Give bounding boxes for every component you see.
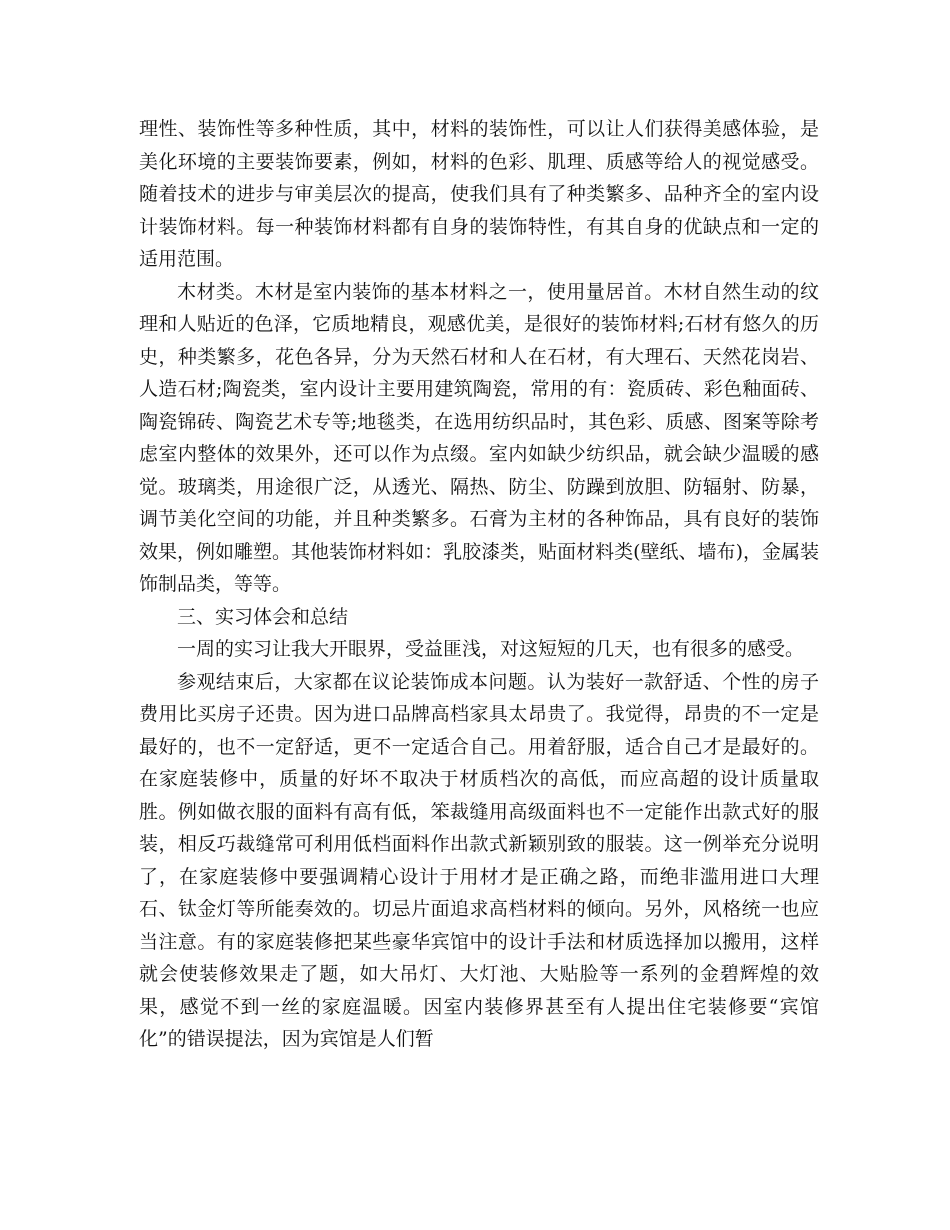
paragraph-materials-intro: 理性、装饰性等多种性质，其中，材料的装饰性，可以让人们获得美感体验，是美化环境的主要装饰要素，例如，材料的色彩、肌理、质感等给人的视觉感受。随着技术的进步与审美层次的提高，使我们具有了种类繁多、品种齐全的室内设计装饰材料。每一种装饰材料都有自身的装饰特性，有其自身的优缺点和一定的适用范围。 [139, 118, 819, 270]
section-heading-summary: 三、实习体会和总结 [177, 605, 349, 628]
paragraph-decoration-cost: 参观结束后，大家都在议论装饰成本问题。认为装好一款舒适、个性的房子费用比买房子还贵。因为进口品牌高档家具太昂贵了。我觉得，昂贵的不一定是最好的，也不一定舒适，更不一定适合自己。用着舒服，适合自己才是最好的。在家庭装修中，质量的好坏不取决于材质档次的高低，而应高超的设计质量取胜。例如做衣服的面料有高有低，笨裁缝用高级面料也不一定能作出款式好的服装，相反巧裁缝常可利用低档面料作出款式新颖别致的服装。这一例举充分说明了，在家庭装修中要强调精心设计于用材才是正确之路，而绝非滥用进口大理石、钛金灯等所能奏效的。切忌片面追求高档材料的倾向。另外，风格统一也应当注意。有的家庭装修把某些豪华宾馆中的设计手法和材质选择加以搬用，这样就会使装修效果走了题，如大吊灯、大灯池、大贴脸等一系列的金碧辉煌的效果，感觉不到一丝的家庭温暖。因室内装修界甚至有人提出住宅装修要“宾馆化”的错误提法，因为宾馆是人们暂 [139, 670, 819, 1050]
document-body [139, 113, 819, 1056]
paragraph-material-types: 木材类。木材是室内装饰的基本材料之一，使用量居首。木材自然生动的纹理和人贴近的色泽，它质地精良，观感优美，是很好的装饰材料;石材有悠久的历史，种类繁多，花色各异，分为天然石材和人在石材，有大理石、天然花岗岩、人造石材;陶瓷类，室内设计主要用建筑陶瓷，常用的有：瓷质砖、彩色釉面砖、陶瓷锦砖、陶瓷艺术专等;地毯类，在选用纺织品时，其色彩、质感、图案等除考虑室内整体的效果外，还可以作为点缀。室内如缺少纺织品，就会缺少温暖的感觉。玻璃类，用途很广泛，从透光、隔热、防尘、防躁到放胆、防辐射、防暴，调节美化空间的功能，并且种类繁多。石膏为主材的各种饰品，具有良好的装饰效果，例如雕塑。其他装饰材料如：乳胶漆类，贴面材料类(壁纸、墙布)，金属装饰制品类，等等。 [139, 280, 819, 595]
paragraph-internship-feeling: 一周的实习让我大开眼界，受益匪浅，对这短短的几天，也有很多的感受。 [177, 638, 805, 660]
